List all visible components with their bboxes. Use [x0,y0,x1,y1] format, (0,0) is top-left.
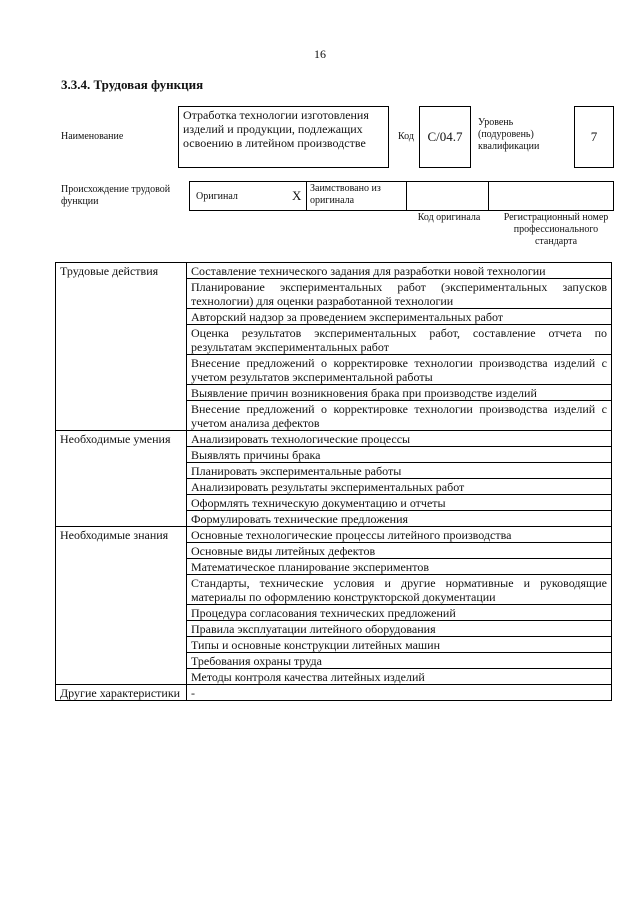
item-cell: Анализировать технологические процессы [187,431,612,447]
item-cell: Стандарты, технические условия и другие нормативные и руководящие материалы по оформлению конструкторской документации [187,575,612,605]
origin-row [189,181,614,211]
category-cell: Необходимые знания [56,527,187,685]
item-cell: Планирование экспериментальных работ (экспериментальных запусков технологии) для оценки разработанной технологии [187,279,612,309]
name-label: Наименование [61,131,124,142]
item-cell: Формулировать технические предложения [187,511,612,527]
borrowed-label: Заимствовано из оригинала [307,181,407,211]
page-number: 16 [314,47,326,61]
category-cell: Необходимые умения [56,431,187,527]
origin-label: Происхождение трудовой функции [61,184,171,207]
original-label: Оригинал [196,191,238,202]
item-cell: Авторский надзор за проведением экспериментальных работ [187,309,612,325]
item-cell: Внесение предложений о корректировке технологии производства изделий с учетом результатов экспериментальной работы [187,355,612,385]
reg-number-caption: Регистрационный номер профессионального стандарта [503,212,609,247]
item-cell: Планировать экспериментальные работы [187,463,612,479]
item-cell: Оценка результатов экспериментальных работ, составление отчета по результатам экспериментальных работ [187,325,612,355]
item-cell: Составление технического задания для разработки новой технологии [187,263,612,279]
item-cell: Выявлять причины брака [187,447,612,463]
item-cell: Анализировать результаты экспериментальных работ [187,479,612,495]
table-row [56,527,612,543]
table-row [56,431,612,447]
table-row [56,263,612,279]
table-row [56,685,612,701]
item-cell: - [187,685,612,701]
level-value: 7 [574,106,614,168]
code-label: Код [398,131,414,142]
category-cell: Другие характеристики [56,685,187,701]
item-cell: Оформлять техническую документацию и отчеты [187,495,612,511]
original-mark: X [292,188,302,203]
level-label: Уровень (подуровень) квалификации [478,117,540,152]
item-cell: Основные технологические процессы литейного производства [187,527,612,543]
reg-number-cell [489,181,614,211]
original-code-caption: Код оригинала [417,212,481,223]
item-cell: Правила эксплуатации литейного оборудования [187,621,612,637]
item-cell: Методы контроля качества литейных изделий [187,669,612,685]
original-code-cell [407,181,489,211]
item-cell: Внесение предложений о корректировке технологии производства изделий с учетом анализа дефектов [187,401,612,431]
function-table [55,262,612,701]
code-value: С/04.7 [419,106,471,168]
section-title: 3.3.4. Трудовая функция [61,77,204,92]
category-cell: Трудовые действия [56,263,187,431]
item-cell: Основные виды литейных дефектов [187,543,612,559]
item-cell: Типы и основные конструкции литейных машин [187,637,612,653]
item-cell: Математическое планирование экспериментов [187,559,612,575]
item-cell: Требования охраны труда [187,653,612,669]
origin-original-cell [189,181,307,211]
name-value: Отработка технологии изготовления изделий и продукции, подлежащих освоению в литейном производстве [178,106,389,168]
item-cell: Процедура согласования технических предложений [187,605,612,621]
item-cell: Выявление причин возникновения брака при производстве изделий [187,385,612,401]
